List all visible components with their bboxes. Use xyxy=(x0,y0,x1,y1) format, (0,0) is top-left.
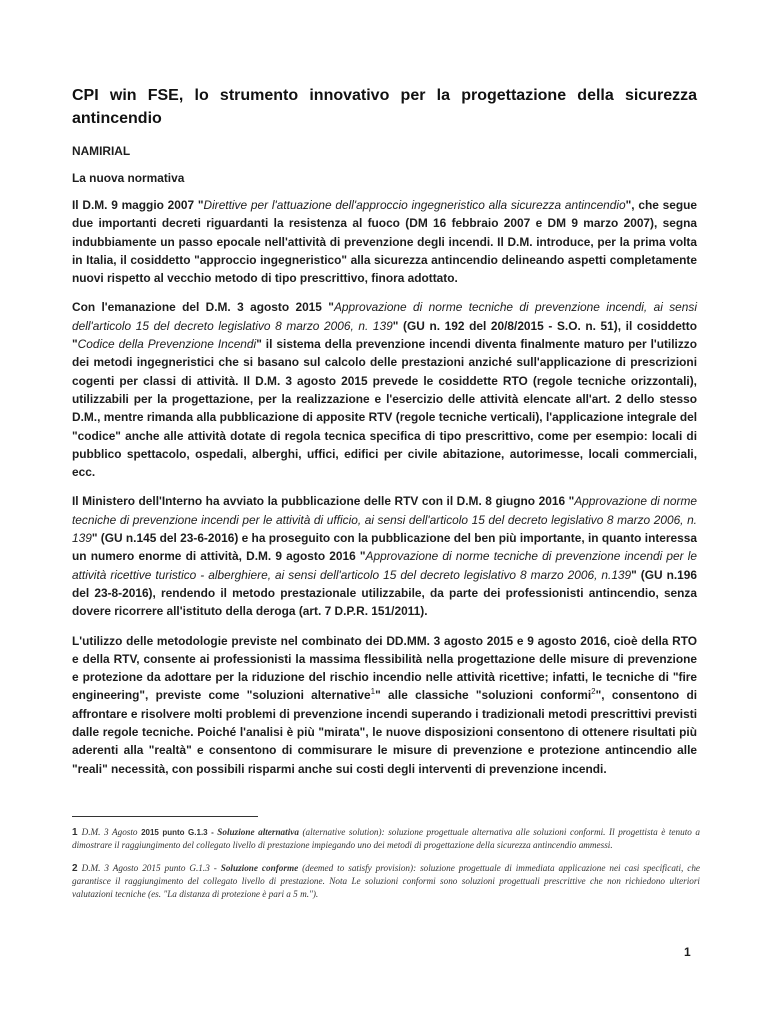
body-paragraph xyxy=(72,632,697,778)
text-run: ", consentono di affrontare e risolvere molti problemi di prevenzione incendi superando i tradizionali metodi prescrittivi previsti dalle regole tecniche. Poiché l'analisi è più "mirata", le nuove disposizioni consentono di ottenere risultati più aderenti alla "realtà" e consentono di commisurare le misure di prevenzione e protezione antincendio alle "reali" necessità, con possibili risparmi anche sui costi degli interventi di prevenzione incendi. xyxy=(72,688,698,776)
text-run: D.M. 3 Agosto 2015 punto G.1.3 - xyxy=(81,863,221,873)
document-body xyxy=(72,84,697,789)
text-run: Con l'emanazione del D.M. 3 agosto 2015 " xyxy=(72,300,334,315)
text-run: (alternative solution): soluzione progettuale alternativa alle soluzioni conformi. Il progettista è tenuto a dimostrare il raggiungimento del collegato livello di prestazione impiegando uno dei metodi di progettazione della sicurezza antincendio ammessi. xyxy=(72,827,700,850)
text-run: Approvazione di norme tecniche di prevenzione incendi per le attività ricettive turistico - alberghiere, ai sensi dell'articolo 15 del decreto legislativo 8 marzo 2006, n.139 xyxy=(72,549,697,582)
document-title: CPI win FSE, lo strumento innovativo per la progettazione della sicurezza antincendio xyxy=(72,87,697,127)
footnotes-container xyxy=(72,826,700,911)
text-run: 2015 punto G.1.3 - xyxy=(141,828,218,837)
footnote-marker: 2 xyxy=(591,687,596,697)
text-run: Soluzione alternativa xyxy=(217,827,299,837)
text-run: L'utilizzo delle metodologie previste nel combinato dei DD.MM. 3 agosto 2015 e 9 agosto 2016, cioè della RTO e della RTV, consente ai professionisti la massima flessibilità nella progettazione delle misure di prevenzione e protezione da adottare per la riduzione del rischio incendio nelle attività ricettive; infatti, le tecniche di "fire engineering", previste come "soluzioni alternative xyxy=(72,633,697,703)
text-run: " alle classiche "soluzioni conformi xyxy=(375,688,592,703)
footnote xyxy=(72,862,700,901)
text-run: " (GU n.196 del 23-8-2016), rendendo il metodo prestazionale utilizzabile, da parte dei professionisti antincendio, senza dovere ricorrere all'istituto della deroga (art. 7 D.P.R. 151/2011). xyxy=(72,567,697,619)
text-run: Soluzione conforme xyxy=(220,863,299,873)
text-run: Approvazione di norme tecniche di prevenzione incendi, ai sensi dell'articolo 15 del decreto legislativo 8 marzo 2006, n. 139 xyxy=(72,300,697,333)
text-run: " (GU n.145 del 23-6-2016) e ha proseguito con la pubblicazione del ben più importante, in quanto interessa un numero enorme di attività, D.M. 9 agosto 2016 " xyxy=(72,531,697,564)
text-run: Codice della Prevenzione Incendi xyxy=(77,337,257,352)
section-heading: La nuova normativa xyxy=(72,171,185,185)
text-run: ", che segue due importanti decreti riguardanti la resistenza al fuoco (DM 16 febbraio 2007 e DM 9 marzo 2007), segna indubbiamente un passo epocale nell'attività di prevenzione degli incendi. Il D.M. introduce, per la prima volta in Italia, il cosiddetto "approccio ingegneristico" alla sicurezza antincendio delineando aspetti completamente nuovi rispetto al vecchio metodo di tipo prescrittivo, finora adottato. xyxy=(72,198,697,286)
text-run: Il Ministero dell'Interno ha avviato la pubblicazione delle RTV con il D.M. 8 giugno 2016 " xyxy=(72,494,575,509)
text-run: " (GU n. 192 del 20/8/2015 - S.O. n. 51), il cosiddetto " xyxy=(72,318,697,352)
footnote-marker: 1 xyxy=(72,827,78,838)
footnote-separator xyxy=(72,816,258,817)
body-paragraph xyxy=(72,492,697,620)
body-paragraph xyxy=(72,196,697,287)
text-run: D.M. 3 Agosto xyxy=(81,827,142,837)
page-number: 1 xyxy=(684,945,691,959)
text-run: " il sistema della prevenzione incendi diventa finalmente maturo per l'utilizzo dei metodi ingegneristici che si basano sul calcolo delle prestazioni anziché sull'applicazione di prescrizioni cogenti per classi di attività. Il D.M. 3 agosto 2015 prevede le cosiddette RTO (regole tecniche orizzontali), utilizzabili per la progettazione, per la realizzazione e l'esercizio delle attività elencate all'art. 2 dello stesso D.M., mentre rimanda alla pubblicazione di apposite RTV (regole tecniche verticali), l'applicazione integrale del "codice" anche alle attività dotate di regola tecnica specifica di tipo prescrittivo, come per esempio: locali di pubblico spettacolo, ospedali, alberghi, uffici, edifici per civile abitazione, autorimesse, locali commerciali, ecc. xyxy=(72,337,697,480)
footnote-marker: 1 xyxy=(370,687,376,697)
footnote xyxy=(72,826,700,852)
text-run: Approvazione di norme tecniche di prevenzione incendi per le attività di ufficio, ai sensi dell'articolo 15 del decreto legislativo 8 marzo 2006, n. 139 xyxy=(72,494,698,546)
body-paragraph xyxy=(72,298,697,481)
text-run: (deemed to satisfy provision): soluzione progettuale di immediata applicazione nei casi specificati, che garantisce il raggiungimento del collegato livello di prestazione. Nota Le soluzioni conformi sono soluzioni progettuali prescrittive che non richiedono ulteriori valutazioni tecniche (es. "La distanza di protezione è pari a 5 m."). xyxy=(72,863,700,899)
author-name: NAMIRIAL xyxy=(72,144,131,158)
text-run: Il D.M. 9 maggio 2007 " xyxy=(72,198,204,212)
text-run: Direttive per l'attuazione dell'approccio ingegneristico alla sicurezza antincendio xyxy=(203,198,626,212)
footnote-marker: 2 xyxy=(72,863,78,874)
paragraphs-container xyxy=(72,196,697,778)
